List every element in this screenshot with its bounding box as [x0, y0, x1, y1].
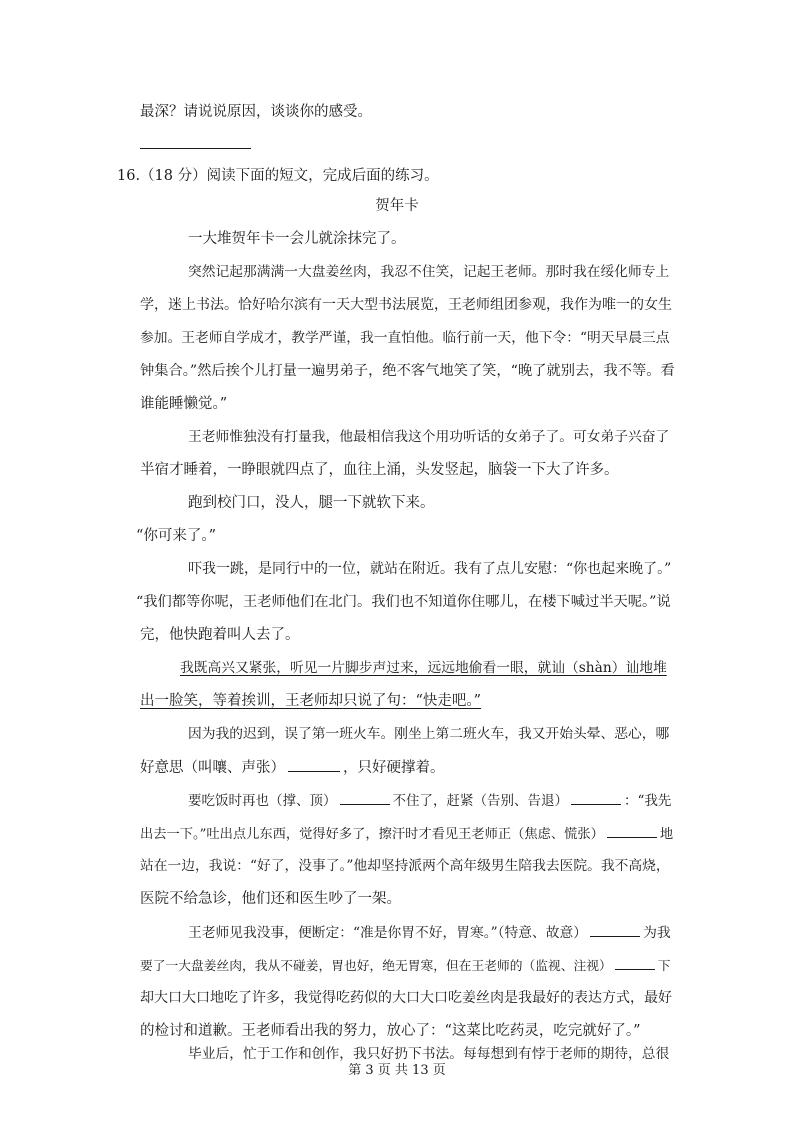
line-text: 要了一大盘姜丝肉，我从不碰姜，胃也好，绝无胃寒，但在王老师的（监视、注视） — [140, 959, 612, 974]
line-text: 下 — [657, 959, 671, 974]
line-text: 出去一下。”吐出点儿东西，觉得好多了，擦汗时才看见王老师正（焦虑、慌张） — [140, 827, 604, 842]
passage-line: 钟集合。”然后挨个儿打量一遍男弟子，绝不客气地笑了笑，“晚了就别去，我不等。看 — [140, 363, 675, 379]
passage-line: 突然记起那满满一大盘姜丝肉，我忍不住笑，记起王老师。那时我在绥化师专上 — [188, 264, 670, 280]
question-16-heading: 16.（18 分）阅读下面的短文，完成后面的练习。 — [117, 168, 439, 184]
answer-blank[interactable] — [571, 790, 621, 805]
passage-line: “你可来了。” — [136, 528, 217, 544]
passage-line: 谁能睡懒觉。” — [140, 396, 228, 412]
fill-blank-line — [188, 790, 674, 811]
answer-blank[interactable] — [615, 955, 655, 970]
passage-line: 却大口大口地吃了许多，我觉得吃药似的大口大口吃姜丝肉是我最好的表达方式，最好 — [140, 990, 672, 1006]
previous-question-tail: 最深？请说说原因，谈谈你的感受。 — [140, 104, 372, 120]
line-text: ：“我先 — [624, 793, 672, 809]
passage-line: 参加。王老师自学成才，教学严谨，我一直怕他。临行前一天，他下令：“明天早晨三点 — [140, 330, 670, 346]
fill-blank-line — [140, 823, 674, 845]
passage-line: 跑到校门口，没人，腿一下就软下来。 — [188, 495, 435, 511]
answer-blank[interactable] — [288, 757, 340, 772]
line-text: 为我 — [643, 925, 671, 941]
answer-blank[interactable] — [340, 790, 390, 805]
passage-line: 一大堆贺年卡一会儿就涂抹完了。 — [188, 231, 406, 247]
passage-line: 因为我的迟到，误了第一班火车。刚坐上第二班火车，我又开始头晕、恶心，哪 — [188, 726, 670, 742]
passage-line: 王老师惟独没有打量我，他最相信我这个用功听话的女弟子了。可女弟子兴奋了 — [188, 429, 670, 445]
passage-line: 站在一边，我说：“好了，没事了。”他却坚持派两个高年级男生陪我去医院。我不高烧， — [140, 858, 670, 874]
page-number-footer: 第 3 页 共 13 页 — [348, 1063, 446, 1078]
line-text: ，只好硬撑着。 — [343, 760, 445, 776]
passage-line: 吓我一跳，是同行中的一位，就站在附近。我有了点儿安慰：“你也起来晚了。” — [188, 561, 672, 577]
passage-line: 毕业后，忙于工作和创作，我只好扔下书法。每每想到有悖于老师的期待，总很 — [188, 1046, 670, 1062]
line-text: 地 — [659, 827, 674, 842]
underlined-passage-line: 我既高兴又紧张，听见一片脚步声过来，远远地偷看一眼，就讪（shàn）讪地堆 — [180, 660, 667, 676]
passage-line: 的检讨和道歉。王老师看出我的努力，放心了：“这菜比吃药灵，吃完就好了。” — [140, 1023, 641, 1039]
line-text: 不住了，赶紧（告别、告退） — [392, 793, 568, 809]
passage-line: 学，迷上书法。恰好哈尔滨有一天大型书法展览，王老师组团参观，我作为唯一的女生 — [140, 297, 672, 313]
underlined-passage-line: 出一脸笑，等着挨训，王老师却只说了句：“快走吧。” — [140, 693, 482, 709]
line-text: 要吃饭时再也（撑、顶） — [188, 793, 337, 809]
line-text: 好意思（叫嚷、声张） — [140, 760, 285, 776]
passage-line: 完，他快跑着叫人去了。 — [140, 627, 300, 643]
passage-title: 贺年卡 — [375, 198, 419, 214]
answer-blank[interactable] — [590, 922, 640, 937]
answer-blank[interactable] — [607, 823, 657, 838]
answer-line — [140, 148, 251, 149]
fill-blank-line — [140, 757, 674, 778]
fill-blank-line — [140, 955, 674, 977]
passage-line: “我们都等你呢，王老师他们在北门。我们也不知道你住哪儿，在楼下喊过半天呢。”说 — [136, 594, 671, 610]
fill-blank-line — [188, 922, 674, 943]
passage-line: 医院不给急诊，他们还和医生吵了一架。 — [140, 891, 401, 907]
passage-line: 半宿才睡着，一睁眼就四点了，血往上涌，头发竖起，脑袋一下大了许多。 — [140, 462, 619, 478]
line-text: 王老师见我没事，便断定：“准是你胃不好，胃寒。”（特意、故意） — [188, 925, 588, 941]
